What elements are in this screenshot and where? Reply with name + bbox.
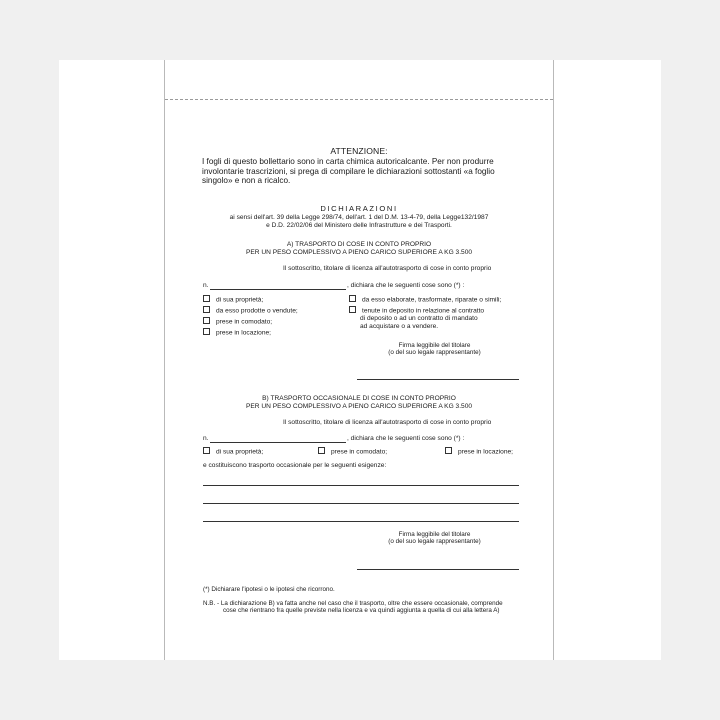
section-b-title: B) TRASPORTO OCCASIONALE DI COSE IN CONTO PROPRIO [262, 395, 456, 402]
section-b-signature-line[interactable] [357, 569, 519, 570]
option-a-loan[interactable]: prese in comodato; [203, 318, 272, 326]
checkbox[interactable] [349, 306, 356, 313]
intro-text: I fogli di questo bollettario sono in carta chimica autoricalcante. Per non produrre involontarie trascrizioni, si prega di compilare le dichiarazioni sottostanti «a foglio singolo» e non a ricalco. [202, 157, 495, 186]
option-a-property[interactable]: di sua proprietà; [203, 296, 263, 304]
option-b-loan[interactable]: prese in comodato; [318, 448, 387, 456]
checkbox[interactable] [318, 447, 325, 454]
section-b-n-label: n. [203, 435, 209, 442]
declarations-law-line1: ai sensi dell'art. 39 della Legge 298/74, dell'art. 1 del D.M. 13-4-79, della Legge132/1987 [229, 214, 489, 221]
checkbox[interactable] [445, 447, 452, 454]
section-a-signature-sublabel: (o del suo legale rappresentante) [388, 349, 481, 356]
checkbox[interactable] [203, 306, 210, 313]
option-b-property[interactable]: di sua proprietà; [203, 448, 263, 456]
attention-title: ATTENZIONE: [330, 146, 388, 156]
section-b-declare-text: , dichiara che le seguenti cose sono (*) : [347, 435, 465, 442]
option-b-rental[interactable]: prese in locazione; [445, 448, 513, 456]
perforation-line [165, 99, 553, 100]
declarations-title: DICHIARAZIONI [320, 204, 398, 213]
option-a-processed[interactable]: da esso elaborate, trasformate, riparate o simili; [349, 296, 501, 304]
section-a-signature-line[interactable] [357, 379, 519, 380]
section-a-title: A) TRASPORTO DI COSE IN CONTO PROPRIO [286, 241, 432, 248]
section-a-n-label: n. [203, 282, 209, 289]
form-sheet [164, 60, 554, 660]
section-a-subtitle: PER UN PESO COMPLESSIVO A PIENO CARICO SUPERIORE A KG 3.500 [245, 249, 473, 256]
checkbox[interactable] [203, 328, 210, 335]
declarations-law-line2: e D.D. 22/02/06 del Ministero delle Infrastrutture e dei Trasporti. [266, 222, 452, 229]
checkbox[interactable] [203, 447, 210, 454]
footnote-nb-line2: cose che rientrano fra quelle previste nella licenza e va quindi aggiunta a quella di cui alla lettera A) [223, 607, 500, 614]
section-b-undersigned: Il sottoscritto, titolare di licenza all'autotrasporto di cose in conto proprio [283, 419, 492, 426]
checkbox[interactable] [349, 295, 356, 302]
option-a-deposit-line2: di deposito o ad un contratto di mandato [360, 315, 478, 322]
needs-line-1[interactable] [203, 485, 519, 486]
option-a-produced[interactable]: da esso prodotte o vendute; [203, 307, 298, 315]
section-a-signature-label: Firma leggibile del titolare [398, 342, 471, 349]
needs-line-3[interactable] [203, 521, 519, 522]
section-a-undersigned: Il sottoscritto, titolare di licenza all'autotrasporto di cose in conto proprio [283, 265, 492, 272]
section-a-declare-text: , dichiara che le seguenti cose sono (*) : [347, 282, 465, 289]
footnote-nb-line1: N.B. - La dichiarazione B) va fatta anche nel caso che il trasporto, oltre che essere occasionale, comprende [203, 600, 503, 607]
checkbox[interactable] [203, 295, 210, 302]
option-a-rental[interactable]: prese in locazione; [203, 329, 271, 337]
section-b-subtitle: PER UN PESO COMPLESSIVO A PIENO CARICO SUPERIORE A KG 3.500 [245, 403, 473, 410]
checkbox[interactable] [203, 317, 210, 324]
option-a-deposit-line3: ad acquistare o a vendere. [360, 323, 439, 330]
option-a-deposit[interactable]: tenute in deposito in relazione al contratto [349, 307, 484, 315]
section-b-needs-text: e costituiscono trasporto occasionale per le seguenti esigenze: [203, 462, 387, 469]
section-b-signature-label: Firma leggibile del titolare [398, 531, 471, 538]
needs-line-2[interactable] [203, 503, 519, 504]
section-b-signature-sublabel: (o del suo legale rappresentante) [388, 538, 481, 545]
footnote-asterisk: (*) Dichiarare l'ipotesi o le ipotesi che ricorrono. [203, 586, 335, 593]
section-a-license-number-field[interactable] [210, 289, 346, 290]
section-b-license-number-field[interactable] [210, 442, 346, 443]
